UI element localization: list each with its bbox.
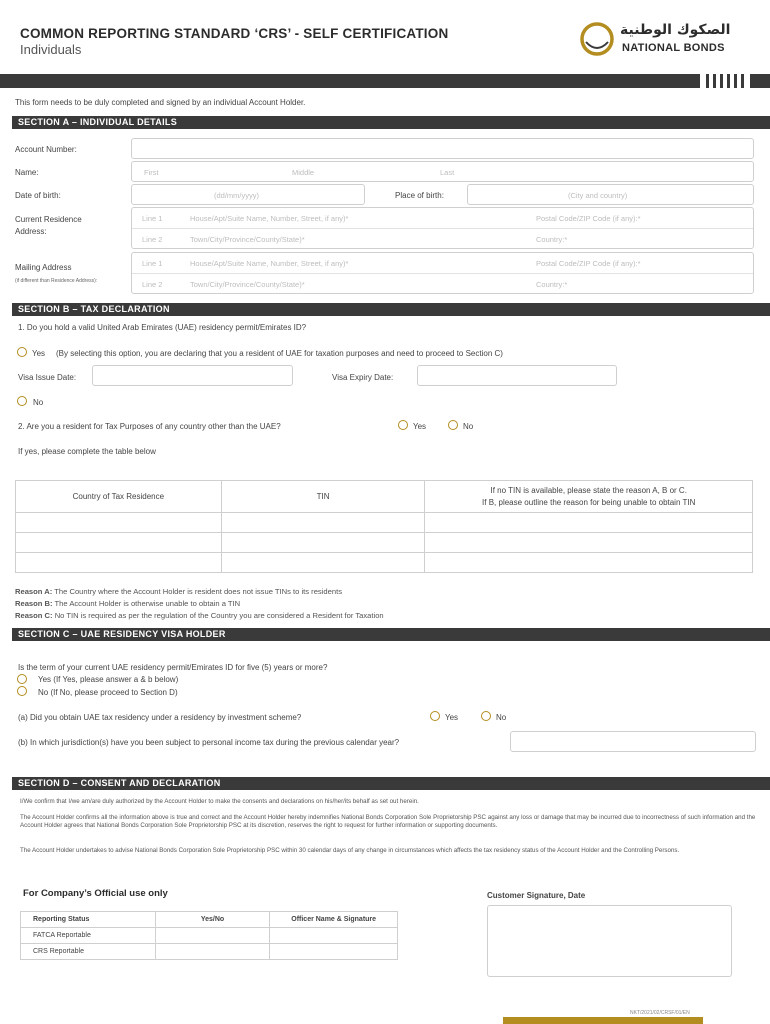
if-yes-note: If yes, please complete the table below [18,447,156,456]
header-divider-bar [0,74,770,88]
national-bonds-logo-icon [578,20,616,58]
reason-c-text: No TIN is required as per the regulation of the Country you are considered a Resident for Taxation [54,611,384,620]
dob-label: Date of birth: [15,191,61,200]
mailing-line1-label: Line 1 [142,259,163,268]
official-col-yesno: Yes/No [155,912,270,928]
name-last-placeholder: Last [440,168,455,177]
table-row [16,553,753,573]
jurisdiction-field[interactable] [510,731,756,752]
section-c-question: Is the term of your current UAE residency permit/Emirates ID for five (5) years or more? [18,663,328,672]
pob-field[interactable] [467,184,754,205]
uae-resident-yes-note: (By selecting this option, you are declaring that you a resident of UAE for taxation purposes and need to proceed to Section C) [56,349,503,358]
five-years-yes-label: Yes (If Yes, please answer a & b below) [38,675,179,684]
five-years-yes-radio[interactable] [17,674,27,684]
table-cell[interactable] [16,533,222,553]
table-row [21,944,398,960]
mailing-address-note: (if different than Residence Address): [15,278,98,284]
uae-resident-yes-radio[interactable] [17,347,27,357]
dob-placeholder: (dd/mm/yyyy) [214,191,259,200]
pob-label: Place of birth: [395,191,444,200]
reason-b-key: Reason B: [15,599,53,608]
table-cell[interactable] [155,928,270,944]
crs-reportable-label: CRS Reportable [21,944,156,960]
mailing-country-placeholder: Country:* [536,280,568,289]
account-number-field[interactable] [131,138,754,159]
question-a: (a) Did you obtain UAE tax residency under a residency by investment scheme? [18,713,302,722]
other-tax-yes-label: Yes [413,422,427,431]
col-reason-header [425,481,753,513]
decorative-bars [700,74,750,88]
table-cell[interactable] [425,533,753,553]
question-1: 1. Do you hold a valid United Arab Emirates (UAE) residency permit/Emirates ID? [18,323,307,332]
table-row [16,533,753,553]
visa-issue-label: Visa Issue Date: [18,373,77,382]
table-cell[interactable] [270,928,398,944]
name-first-placeholder: First [144,168,159,177]
name-field[interactable] [131,161,754,182]
logo-arabic-text: الصكوك الوطنية [620,22,731,38]
table-cell[interactable] [155,944,270,960]
residence-line1-placeholder: House/Apt/Suite Name, Number, Street, if any)* [190,214,349,223]
table-cell[interactable] [425,553,753,573]
declaration-p3: The Account Holder undertakes to advise National Bonds Corporation Sole Proprietorship PSC within 30 calendar days of any change in circumstances which affects the tax residency status of the Account Holder and the Controlling Persons. [20,847,680,854]
reason-a-key: Reason A: [15,587,53,596]
mailing-address-field[interactable] [131,252,754,294]
fatca-reportable-label: FATCA Reportable [21,928,156,944]
official-use-title: For Company’s Official use only [23,888,168,899]
col-reason-header-line1: If no TIN is available, please state the reason A, B or C. [490,485,687,495]
table-cell[interactable] [221,553,425,573]
col-country-header: Country of Tax Residence [16,481,222,513]
table-cell[interactable] [221,533,425,553]
uae-resident-no-radio[interactable] [17,396,27,406]
signature-label: Customer Signature, Date [487,891,586,900]
col-reason-header-line2: If B, please outline the reason for being unable to obtain TIN [482,497,696,507]
residence-postal-placeholder: Postal Code/ZIP Code (if any):* [536,214,641,223]
investment-yes-radio[interactable] [430,711,440,721]
section-c-header: SECTION C – UAE RESIDENCY VISA HOLDER [12,628,770,641]
table-cell[interactable] [221,513,425,533]
other-tax-no-label: No [463,422,474,431]
footer-gold-bar [503,1017,703,1024]
section-d-header: SECTION D – CONSENT AND DECLARATION [12,777,770,790]
residence-country-placeholder: Country:* [536,235,568,244]
residence-line2-label: Line 2 [142,235,163,244]
uae-resident-no-label: No [33,398,44,407]
mailing-line1-placeholder: House/Apt/Suite Name, Number, Street, if any)* [190,259,349,268]
official-col-officer: Officer Name & Signature [270,912,398,928]
mailing-address-label: Mailing Address [15,263,72,272]
five-years-no-label: No (If No, please proceed to Section D) [38,688,178,697]
uae-resident-yes-label: Yes [32,349,46,358]
logo-english-text: NATIONAL BONDS [622,42,725,54]
table-row [16,513,753,533]
residence-address-field[interactable] [131,207,754,249]
reason-b-text: The Account Holder is otherwise unable to obtain a TIN [54,599,241,608]
declaration-p1: I/We confirm that I/we am/are duly authorized by the Account Holder to make the consents and declarations on his/her/its behalf as set out herein. [20,798,419,805]
visa-expiry-label: Visa Expiry Date: [332,373,394,382]
reasons-list [15,586,384,622]
official-use-table [20,911,398,960]
mailing-postal-placeholder: Postal Code/ZIP Code (if any):* [536,259,641,268]
signature-box[interactable] [487,905,732,977]
residence-line1-label: Line 1 [142,214,163,223]
visa-expiry-date-field[interactable] [417,365,617,386]
table-cell[interactable] [16,513,222,533]
declaration-p2: The Account Holder confirms all the information above is true and correct and the Account Holder hereby indemnifies National Bonds Corporation Sole Proprietorship PSC against any loss or damage that may be incurred due to incorrectness of such information and the Account Holder agrees that National Bonds Corporation Sole Proprietorship PSC at its discretion, reserves the right to request for further information or supporting documents. [20,814,756,829]
section-b-header: SECTION B – TAX DECLARATION [12,303,770,316]
name-label: Name: [15,168,39,177]
form-subtitle: Individuals [20,42,82,57]
table-cell[interactable] [16,553,222,573]
form-code: NKT/2021/02/CRSF/01/EN [630,1010,690,1016]
intro-text: This form needs to be duly completed and signed by an individual Account Holder. [15,98,306,107]
mailing-line2-placeholder: Town/City/Province/County/State)* [190,280,305,289]
investment-yes-label: Yes [445,713,459,722]
other-tax-no-radio[interactable] [448,420,458,430]
five-years-no-radio[interactable] [17,686,27,696]
reason-a-text: The Country where the Account Holder is resident does not issue TINs to its residents [54,587,342,596]
question-b: (b) In which jurisdiction(s) have you been subject to personal income tax during the previous calendar year? [18,738,400,747]
pob-placeholder: (City and country) [568,191,628,200]
residence-address-label: Current Residence Address: [15,215,82,236]
mailing-line2-label: Line 2 [142,280,163,289]
reason-c-key: Reason C: [15,611,53,620]
col-tin-header: TIN [221,481,425,513]
question-2: 2. Are you a resident for Tax Purposes of any country other than the UAE? [18,422,281,431]
official-col-status: Reporting Status [21,912,156,928]
visa-issue-date-field[interactable] [92,365,293,386]
name-middle-placeholder: Middle [292,168,315,177]
table-cell[interactable] [425,513,753,533]
form-title: COMMON REPORTING STANDARD ‘CRS’ - SELF CERTIFICATION [20,26,449,41]
account-number-label: Account Number: [15,145,77,154]
table-cell[interactable] [270,944,398,960]
other-tax-yes-radio[interactable] [398,420,408,430]
investment-no-radio[interactable] [481,711,491,721]
investment-no-label: No [496,713,507,722]
residence-line2-placeholder: Town/City/Province/County/State)* [190,235,305,244]
tax-residence-table [15,480,753,573]
dob-field[interactable] [131,184,365,205]
table-row [21,928,398,944]
section-a-header: SECTION A – INDIVIDUAL DETAILS [12,116,770,129]
